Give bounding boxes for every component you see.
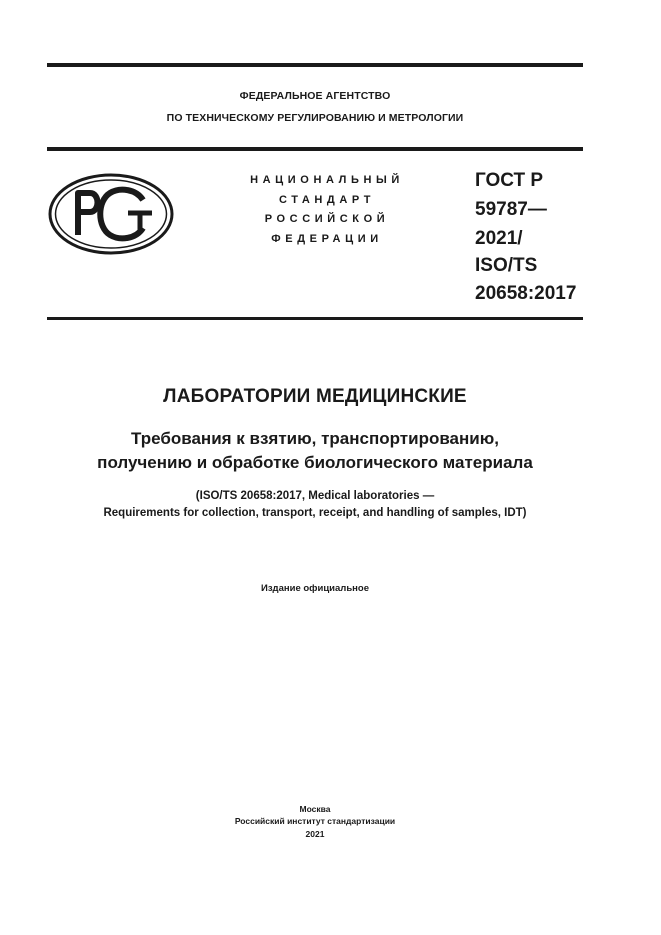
designation-line: ISO/TS — [475, 255, 538, 276]
designation-line: ГОСТ Р — [475, 170, 544, 191]
footer-year: 2021 — [305, 829, 325, 839]
designation-line: 59787— — [475, 199, 547, 220]
national-standard-line: СТАНДАРТ — [278, 194, 376, 206]
designation-line: 2021/ — [475, 228, 523, 249]
bottom-rule — [47, 317, 583, 320]
document-subtitle-line: получению и обработке биологического материала — [97, 453, 533, 472]
national-standard-line: НАЦИОНАЛЬНЫЙ — [250, 174, 404, 186]
national-standard-line: РОССИЙСКОЙ — [264, 213, 390, 225]
footer-publisher: Российский институт стандартизации — [234, 816, 396, 826]
edition-label: Издание официальное — [261, 583, 369, 594]
designation-line: 20658:2017 — [475, 283, 577, 304]
document-title: ЛАБОРАТОРИИ МЕДИЦИНСКИЕ — [163, 386, 467, 407]
rst-gost-emblem-icon — [48, 173, 174, 255]
iso-reference-line: (ISO/TS 20658:2017, Medical laboratories — — [195, 490, 435, 502]
middle-rule — [47, 147, 583, 151]
agency-name-line1: ФЕДЕРАЛЬНОЕ АГЕНТСТВО — [239, 90, 391, 102]
iso-reference-line: Requirements for collection, transport, receipt, and handling of samples, IDT) — [103, 507, 527, 519]
footer-city: Москва — [299, 804, 331, 814]
national-standard-line: ФЕДЕРАЦИИ — [271, 233, 383, 245]
top-rule — [47, 63, 583, 67]
agency-name-line2: ПО ТЕХНИЧЕСКОМУ РЕГУЛИРОВАНИЮ И МЕТРОЛОГИИ — [166, 112, 464, 124]
document-subtitle-line: Требования к взятию, транспортированию, — [131, 429, 499, 448]
